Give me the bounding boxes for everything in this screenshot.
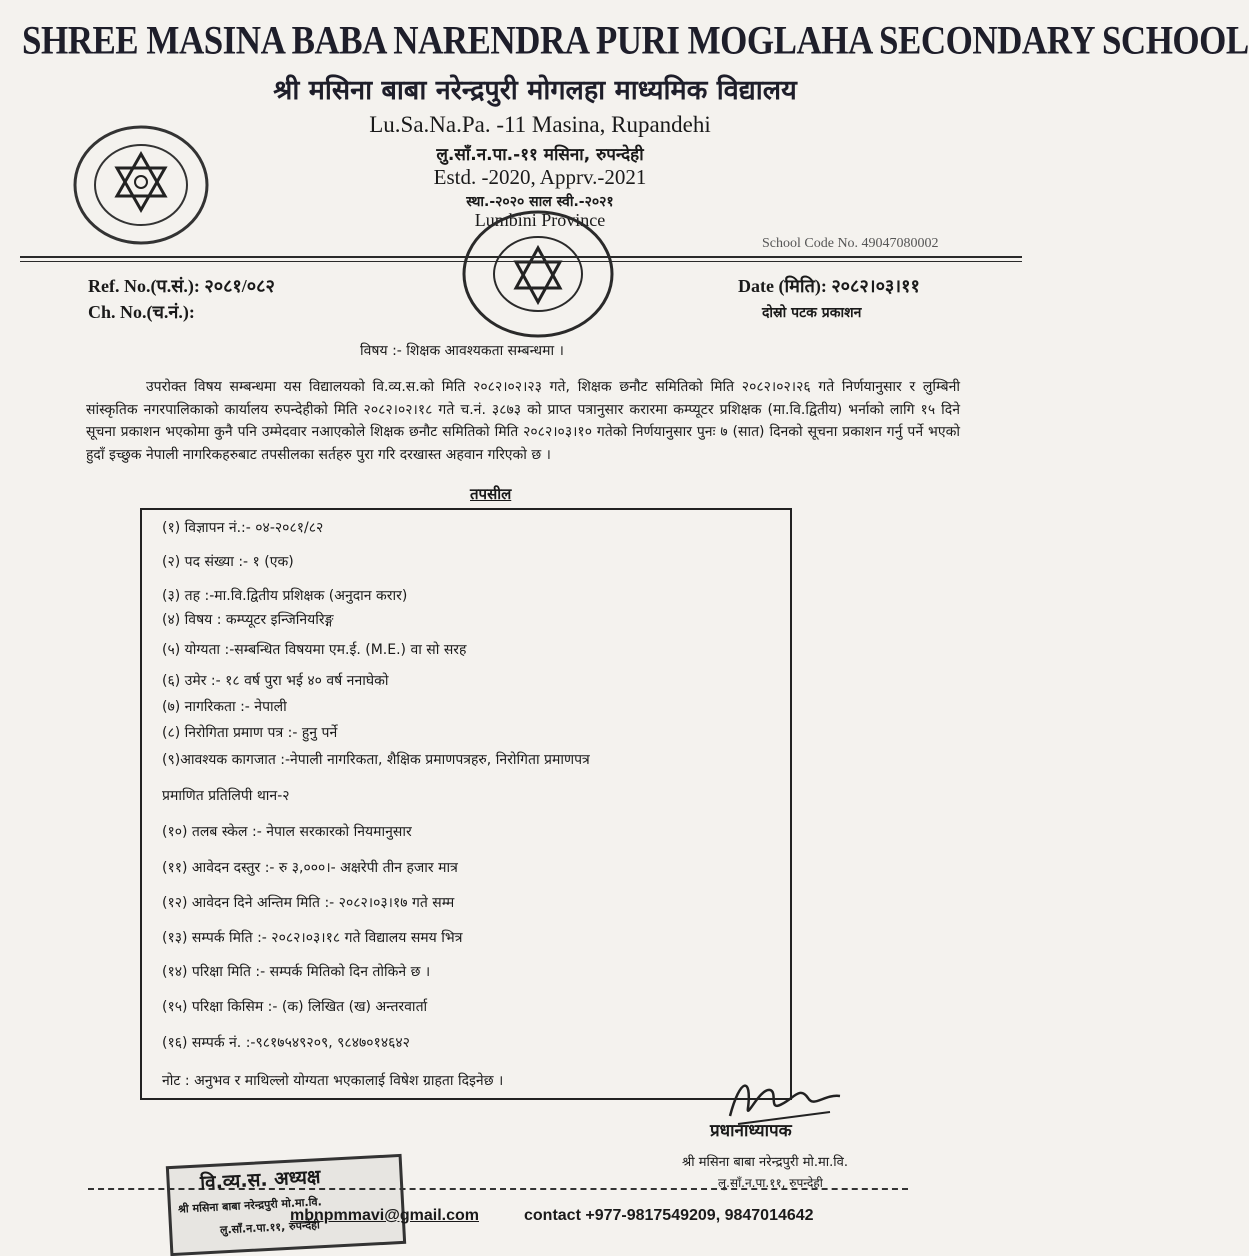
detail-item: (६) उमेर :- १८ वर्ष पुरा भई ४० वर्ष ननाघेको (162, 673, 389, 689)
detail-item: (१०) तलब स्केल :- नेपाल सरकारको नियमानुसार (162, 824, 412, 840)
second-publication-note: दोस्रो पटक प्रकाशन (762, 305, 862, 321)
notice-body: उपरोक्त विषय सम्बन्धमा यस विद्यालयको वि.व्य.स.को मिति २०८२।०२।२३ गते, शिक्षक छनौट समितिको मिति २०८२।०२।२६ गते निर्णयानुसार र लुम्बिनी सांस्कृतिक नगरपालिकाको कार्यालय रुपन्देहीको मिति २०८२।०२।१८ गते च.नं. ३८७३ को प्राप्त पत्रानुसार करारमा कम्प्यूटर प्रशिक्षक (मा.वि.द्वितीय) भर्नाको लागि १५ दिने सूचना प्रकाशन भएकोमा कुनै पनि उम्मेदवार नआएकोले शिक्षक छनौट समितिको मिति २०८२।०३।१० गतेको निर्णयानुसार पुनः ७ (सात) दिनको सूचना प्रकाशन गर्नु पर्ने भएको हुदाँ इच्छुक नेपाली नागरिकहरुबाट तपसीलका सर्तहरु पुरा गरि दरखास्त अहवान गरिएको छ । (86, 379, 960, 463)
detail-item: (१३) सम्पर्क मिति :- २०८२।०३।१८ गते विद्यालय समय भित्र (162, 930, 463, 946)
date: Date (मिति): २०८२।०३।११ (738, 276, 920, 296)
contact-numbers: contact +977-9817549209, 9847014642 (524, 1207, 814, 1224)
detail-item: (२) पद संख्या :- १ (एक) (162, 554, 294, 570)
detail-item: (१५) परिक्षा किसिम :- (क) लिखित (ख) अन्तरवार्ता (162, 999, 428, 1015)
ref-number: Ref. No.(प.सं.): २०८१/०८२ (88, 276, 275, 296)
subject-line: विषय :- शिक्षक आवश्यकता सम्बन्धमा । (360, 343, 564, 359)
signature-title: प्रधानाध्यापक (710, 1121, 792, 1141)
detail-item: (३) तह :-मा.वि.द्वितीय प्रशिक्षक (अनुदान करार) (162, 588, 408, 604)
detail-item: (१) विज्ञापन नं.:- ०४-२०८१/८२ (162, 520, 324, 536)
round-stamp (460, 208, 616, 340)
detail-item: (५) योग्यता :-सम्बन्धित विषयमा एम.ई. (M.E.) वा सो सरह (162, 642, 467, 658)
detail-item: (१४) परिक्षा मिति :- सम्पर्क मितिको दिन तोकिने छ । (162, 964, 431, 980)
established-english: Estd. -2020, Apprv.-2021 (433, 165, 647, 189)
detail-item: (११) आवेदन दस्तुर :- रु ३,०००।- अक्षरेपी तीन हजार मात्र (162, 860, 458, 876)
signature-address: लु.साँ.न.पा.११, रुपन्देही (718, 1176, 823, 1190)
detail-item: (७) नागरिकता :- नेपाली (162, 699, 287, 715)
email-link[interactable]: mbnpmmavi@gmail.com (290, 1207, 479, 1224)
detail-item: (८) निरोगिता प्रमाण पत्र :- हुनु पर्ने (162, 725, 338, 741)
stamp-text: लु.साँ.न.पा.११, रुपन्देही (219, 1218, 321, 1237)
office-line: Lumbini Province (474, 210, 606, 230)
header-divider (20, 256, 1022, 258)
header-divider-thin (20, 261, 1022, 262)
ch-number: Ch. No.(च.नं.): (88, 302, 195, 322)
established-nepali: स्था.-२०२० साल स्वी.-२०२१ (466, 194, 614, 210)
stamp-text: वि.व्य.स. अध्यक्ष (199, 1165, 321, 1195)
detail-item: (१२) आवेदन दिने अन्तिम मिति :- २०८२।०३।१७ गते सम्म (162, 895, 455, 911)
detail-item: (९)आवश्यक कागजात :-नेपाली नागरिकता, शैक्षिक प्रमाणपत्रहरु, निरोगिता प्रमाणपत्र (162, 752, 590, 768)
detail-item: (४) विषय : कम्प्यूटर इन्जिनियरिङ्ग (162, 612, 334, 628)
detail-item: प्रमाणित प्रतिलिपी थान-२ (162, 788, 290, 804)
stamp-text: श्री मसिना बाबा नरेन्द्रपुरी मो.मा.वि. (177, 1195, 323, 1216)
address-nepali: लु.साँ.न.पा.-११ मसिना, रुपन्देही (436, 145, 644, 165)
school-logo (66, 120, 216, 250)
school-code: School Code No. 49047080002 (762, 236, 939, 251)
detail-item: (१६) सम्पर्क नं. :-९८१७५४९२०९, ९८४७०१४६४२ (162, 1035, 410, 1051)
school-name-english: SHREE MASINA BABA NARENDRA PURI MOGLAHA SECONDARY SCHOOL (22, 18, 1249, 63)
signature-school: श्री मसिना बाबा नरेन्द्रपुरी मो.मा.वि. (682, 1155, 848, 1170)
details-title: तपसील (470, 485, 512, 503)
school-name-nepali: श्री मसिना बाबा नरेन्द्रपुरी मोगलहा माध्यमिक विद्यालय (273, 75, 797, 106)
address-english: Lu.Sa.Na.Pa. -11 Masina, Rupandehi (369, 112, 711, 137)
detail-note: नोट : अनुभव र माथिल्लो योग्यता भएकालाई विषेश ग्राहता दिइनेछ । (162, 1073, 504, 1089)
